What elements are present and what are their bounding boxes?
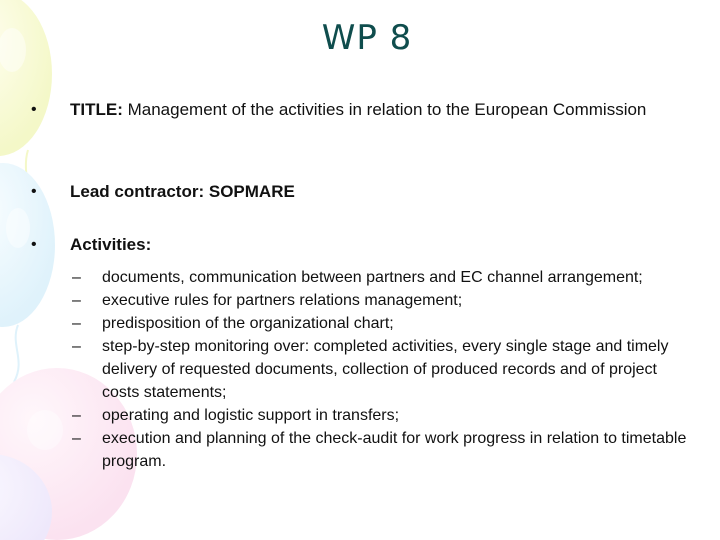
dash-marker: – [72, 407, 81, 424]
dash-marker: – [72, 292, 81, 309]
activity-text: documents, communication between partners and EC channel arrangement; [102, 269, 643, 286]
activity-text: executive rules for partners relations management; [102, 292, 463, 309]
title-description: Management of the activities in relation to the European Commission [122, 100, 647, 119]
dash-marker: – [72, 269, 81, 286]
activities-heading: Activities: [70, 235, 152, 254]
title-label: TITLE: [70, 100, 123, 119]
activity-item [72, 427, 692, 473]
lead-contractor-text: Lead contractor: SOPMARE [70, 182, 295, 201]
activity-text: step-by-step monitoring over: completed activities, every single stage and timely delivery of requested documents, collection of produced records and of project costs statements; [102, 338, 669, 401]
dash-marker: – [72, 430, 81, 447]
bullet-marker: • [31, 236, 37, 253]
bullet-marker: • [31, 101, 37, 118]
activity-item [72, 266, 692, 289]
activity-item [72, 289, 692, 312]
dash-marker: – [72, 315, 81, 332]
activities-list [72, 266, 692, 473]
slide-title: WP 8 [321, 18, 413, 58]
activity-item [72, 404, 692, 427]
title-bullet-text [70, 98, 660, 122]
activity-item [72, 312, 692, 335]
activity-text: operating and logistic support in transfers; [102, 407, 400, 424]
bullet-marker: • [31, 183, 37, 200]
activity-text: execution and planning of the check-audit for work progress in relation to timetable program. [102, 430, 687, 470]
activity-item [72, 335, 692, 404]
dash-marker: – [72, 338, 81, 355]
activity-text: predisposition of the organizational chart; [102, 315, 394, 332]
